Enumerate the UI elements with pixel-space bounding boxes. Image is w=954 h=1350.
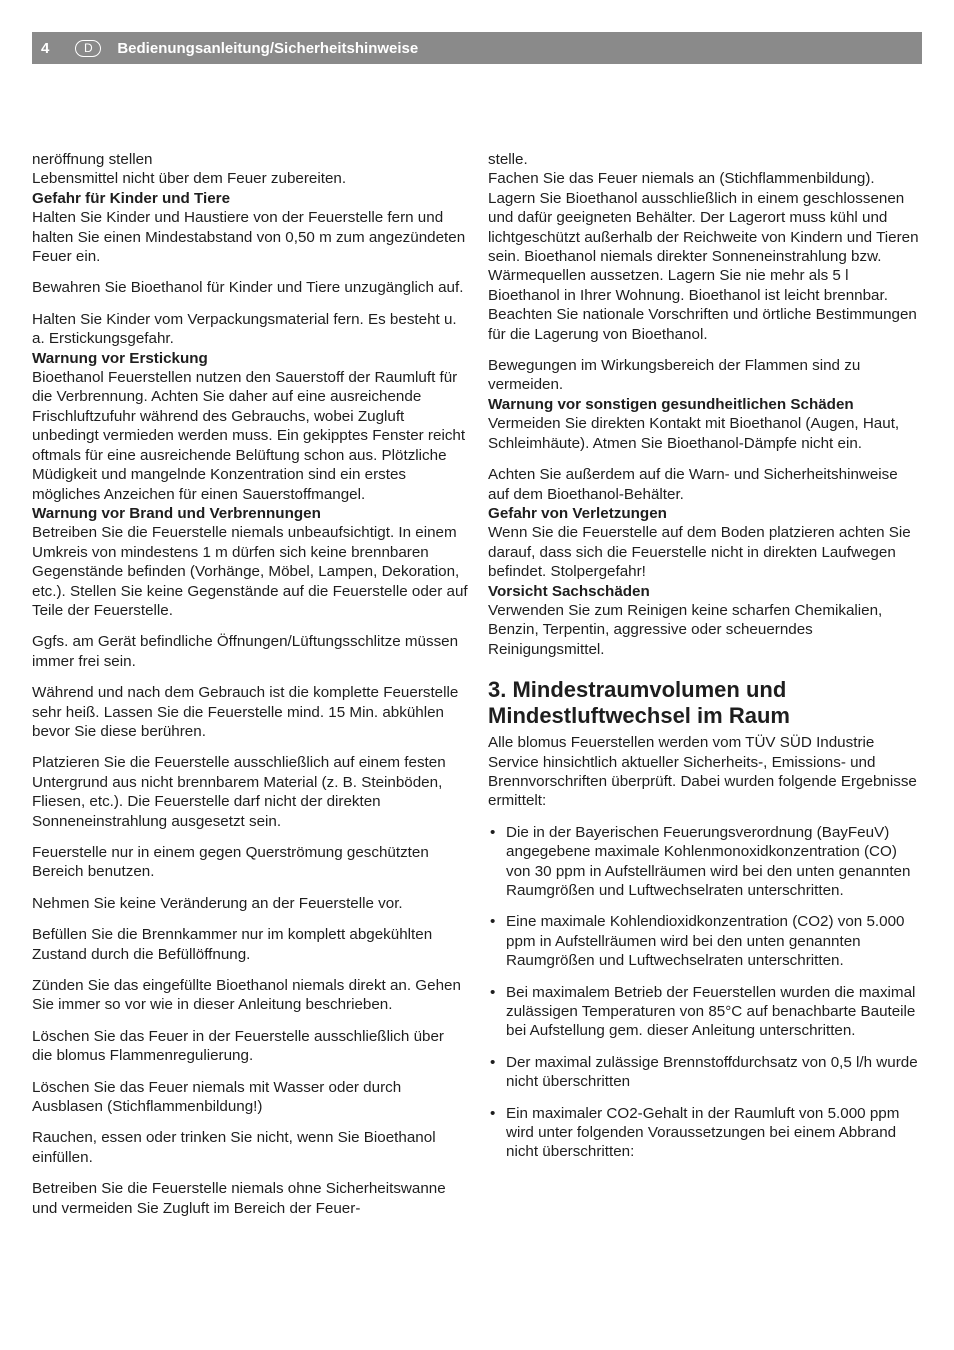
section-3-heading: 3. Mindestraumvolumen und Mindestluftwechsel im Raum <box>488 677 790 729</box>
paragraph: Halten Sie Kinder vom Verpackungsmaterial fern. Es besteht u. a. Erstickungsgefahr. <box>32 310 457 348</box>
language-badge: D <box>75 40 101 57</box>
page-header <box>32 32 922 64</box>
paragraph: Achten Sie außerdem auf die Warn- und Sicherheitshinweise auf dem Bioethanol-Behälter. <box>488 466 898 503</box>
paragraph: Betreiben Sie die Feuerstelle niemals ohne Sicherheitswanne und vermeiden Sie Zugluft im Bereich der Feuer- <box>32 1180 446 1217</box>
paragraph: Vermeiden Sie direkten Kontakt mit Bioethanol (Augen, Haut, Schleimhäute). Atmen Sie Bioethanol-Dämpfe nicht ein. <box>488 415 900 452</box>
paragraph: Platzieren Sie die Feuerstelle ausschließlich auf einem festen Untergrund aus nicht brennbarem Material (z. B. Steinböden, Fliesen, etc.). Die Feuerstelle darf nicht der direkten Sonneneinstrahlung ausgesetzt sein. <box>32 754 446 830</box>
paragraph: Bioethanol Feuerstellen nutzen den Sauerstoff der Raumluft für die Verbrennung. Achten Sie daher auf eine ausreichende Frischluftzufuhr während des Gebrauchs, wobei Zugluft unbedingt vermieden werden muss. Ein gekipptes Fenster reicht oftmals für eine ausreichende Belüftung schon aus. Plötzliche Müdigkeit und mangelnde Konzentration sind ein erstes mögliches Anzeichen für einen Sauerstoffmangel. <box>32 369 466 503</box>
section-heading-suffocation: Warnung vor Erstickung <box>32 349 208 367</box>
right-column <box>488 150 922 1174</box>
paragraph: stelle. Fachen Sie das Feuer niemals an (Stichflammenbildung). Lagern Sie Bioethanol ausschließlich in einem geschlossenen und dafür geeigneten Behälter. Der Lagerort muss kühl und lichtgeschützt außerhalb der Reichweite von Kindern und Tieren sein. Bioethanol niemals direkter Sonneneinstrahlung bzw. Wärmequellen aussetzen. Lagern Sie nie mehr als 5 l Bioethanol in Ihrer Wohnung. Bioethanol ist leicht brennbar. Beachten Sie nationale Vorschriften und örtliche Bestimmungen für die Lagerung von Bioethanol. <box>488 151 919 343</box>
section-heading-injury: Gefahr von Verletzungen <box>488 504 667 522</box>
paragraph: Löschen Sie das Feuer in der Feuerstelle ausschließlich über die blomus Flammenregulierung. <box>32 1027 444 1065</box>
intro-line: Lebensmittel nicht über dem Feuer zubereiten. <box>32 170 347 188</box>
paragraph: Bewegungen im Wirkungsbereich der Flammen sind zu vermeiden. <box>488 357 861 394</box>
paragraph: Nehmen Sie keine Veränderung an der Feuerstelle vor. <box>32 894 403 912</box>
paragraph: Befüllen Sie die Brennkammer nur im komplett abgekühlten Zustand durch die Befüllöffnung. <box>32 926 433 963</box>
left-column <box>32 150 468 1218</box>
paragraph: Feuerstelle nur in einem gegen Querströmung geschützten Bereich benutzen. <box>32 844 429 881</box>
section-heading-damage: Vorsicht Sachschäden <box>488 582 650 600</box>
section-heading-children: Gefahr für Kinder und Tiere <box>32 189 231 207</box>
header-title: Bedienungsanleitung/Sicherheitshinweise <box>117 39 419 57</box>
results-list <box>488 823 922 1162</box>
page-number: 4 <box>41 39 50 57</box>
list-item: • Der maximal zulässige Brennstoffdurchsatz von 0,5 l/h wurde nicht überschritten <box>488 1053 922 1092</box>
paragraph: Verwenden Sie zum Reinigen keine scharfen Chemikalien, Benzin, Terpentin, aggressive oder scheuerndes Reinigungsmittel. <box>488 601 883 658</box>
section-heading-health: Warnung vor sonstigen gesundheitlichen Schäden <box>488 395 854 413</box>
paragraph: Ggfs. am Gerät befindliche Öffnungen/Lüftungsschlitze müssen immer frei sein. <box>32 633 459 670</box>
list-item: • Bei maximalem Betrieb der Feuerstellen wurden die maximal zulässigen Temperaturen von 85°C auf benachbarte Bauteile bei Aufstellung gem. dieser Anleitung unterschritten. <box>488 983 922 1041</box>
paragraph: Wenn Sie die Feuerstelle auf dem Boden platzieren achten Sie darauf, dass sich die Feuerstelle nicht in direkten Laufwegen befindet. Stolpergefahr! <box>488 524 911 581</box>
paragraph: Rauchen, essen oder trinken Sie nicht, wenn Sie Bioethanol einfüllen. <box>32 1129 436 1166</box>
intro-line: neröffnung stellen <box>32 151 153 168</box>
paragraph: Halten Sie Kinder und Haustiere von der Feuerstelle fern und halten Sie einen Mindestabstand von 0,50 m zum angezündeten Feuer ein. <box>32 209 466 266</box>
section-heading-fire: Warnung vor Brand und Verbrennungen <box>32 504 321 522</box>
paragraph: Betreiben Sie die Feuerstelle niemals unbeaufsichtigt. In einem Umkreis von mindestens 1 m dürfen sich keine brennbaren Gegenstände befinden (Vorhänge, Möbel, Lampen, Dekoration, etc.). Stellen Sie keine Gegenstände auf die Feuerstelle oder auf Teile der Feuerstelle. <box>32 524 468 619</box>
list-item: • Die in der Bayerischen Feuerungsverordnung (BayFeuV) angegebene maximale Kohlenmonoxidkonzentration (CO) von 30 ppm in Aufstellräumen wird bei den unten genannten Raumgrößen und Luftwechselraten unterschritten. <box>488 823 922 901</box>
paragraph: Alle blomus Feuerstellen werden vom TÜV SÜD Industrie Service hinsichtlich aktueller Sicherheits-, Emissions- und Brennvorschriften überprüft. Dabei wurden folgende Ergebnisse ermittelt: <box>488 734 917 810</box>
list-item: • Eine maximale Kohlendioxidkonzentration (CO2) von 5.000 ppm in Aufstellräumen wird bei den unten genannten Raumgrößen und Luftwechselraten unterschritten. <box>488 912 922 970</box>
list-item: • Ein maximaler CO2-Gehalt in der Raumluft von 5.000 ppm wird unter folgenden Voraussetzungen bei einem Abbrand nicht überschritten: <box>488 1104 922 1162</box>
paragraph: Zünden Sie das eingefüllte Bioethanol niemals direkt an. Gehen Sie immer so vor wie in dieser Anleitung beschrieben. <box>32 977 461 1014</box>
paragraph: Bewahren Sie Bioethanol für Kinder und Tiere unzugänglich auf. <box>32 279 464 297</box>
paragraph: Während und nach dem Gebrauch ist die komplette Feuerstelle sehr heiß. Lassen Sie die Feuerstelle mind. 15 Min. abkühlen bevor Sie diese berühren. <box>32 684 459 740</box>
paragraph: Löschen Sie das Feuer niemals mit Wasser oder durch Ausblasen (Stichflammenbildung!) <box>32 1078 402 1116</box>
